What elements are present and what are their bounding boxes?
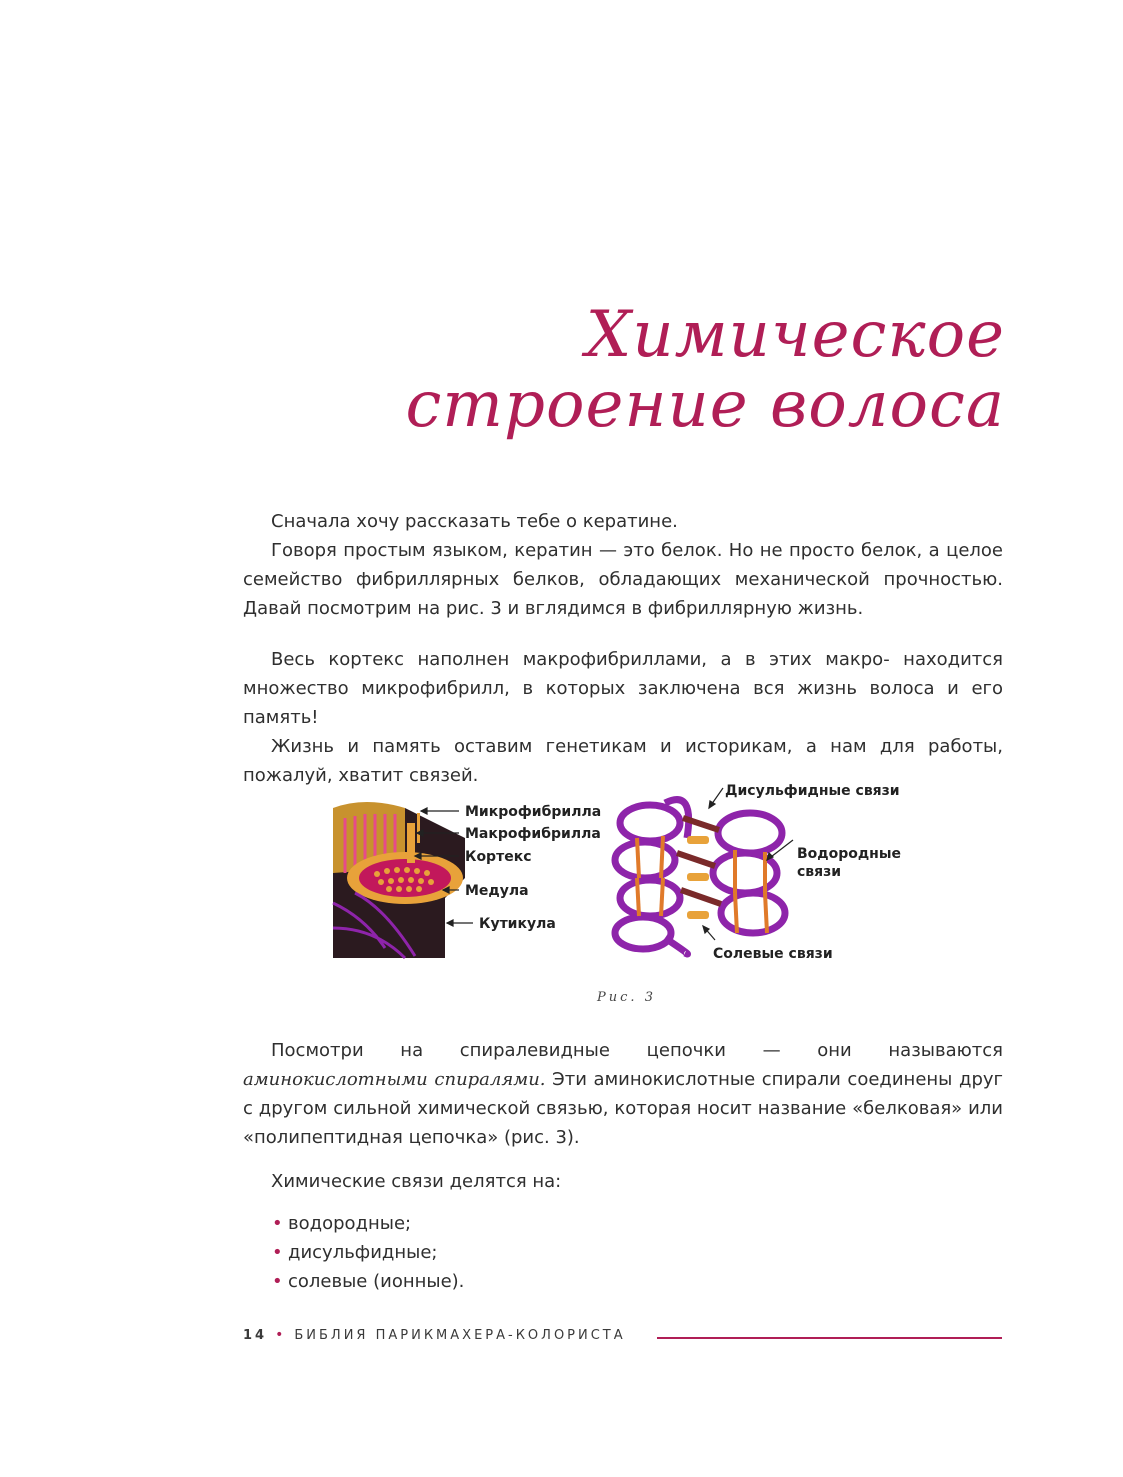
label-microfibril: Микрофибрилла <box>465 804 602 820</box>
bullet-dot-icon: • <box>272 1242 283 1263</box>
cortex-paragraph-1: Весь кортекс наполнен макрофибриллами, а в этих макро- находится множество микрофибрилл, в которых заключена вся жизнь волоса и его память! <box>243 649 1003 728</box>
list-item <box>272 1238 464 1267</box>
bonds-intro-section <box>243 1167 1003 1196</box>
spirals-section <box>243 1036 1003 1152</box>
list-item <box>272 1267 464 1296</box>
page-footer <box>243 1327 626 1343</box>
intro-section <box>243 507 1003 623</box>
spirals-term-italic: аминокислотными спиралями. <box>243 1069 546 1090</box>
figure-caption: Рис. 3 <box>597 990 656 1005</box>
intro-paragraph-1: Сначала хочу рассказать тебе о кератине. <box>271 511 678 532</box>
page-title <box>405 300 1005 440</box>
bullet-dot-icon: • <box>272 1213 283 1234</box>
book-title: БИБЛИЯ ПАРИКМАХЕРА-КОЛОРИСТА <box>294 1327 626 1343</box>
title-line-2: строение волоса <box>405 368 1005 442</box>
bonds-intro-text: Химические связи делятся на: <box>271 1171 562 1192</box>
list-item-text: водородные; <box>288 1213 412 1234</box>
spirals-text-before: Посмотри на спиралевидные цепочки — они называются <box>271 1040 1003 1061</box>
intro-paragraph-2: Говоря простым языком, кератин — это белок. Но не просто белок, а целое семейство фибриллярных белков, обладающих механической прочностью. Давай посмотрим на рис. 3 и вглядимся в фибриллярную жизнь. <box>243 540 1003 619</box>
spirals-paragraph <box>243 1036 1003 1152</box>
figure-hair-structure <box>325 778 925 968</box>
label-hydrogen-bonds-line-2: связи <box>797 864 842 880</box>
label-salt-bonds: Солевые связи <box>713 946 833 962</box>
cortex-section <box>243 645 1003 790</box>
hair-cross-section-illustration <box>333 802 465 958</box>
list-item <box>272 1209 464 1238</box>
label-hydrogen-bonds-line-1: Водородные <box>797 846 901 862</box>
label-disulfide-bonds: Дисульфидные связи <box>725 783 900 799</box>
page-number: 14 <box>243 1327 268 1343</box>
label-cuticle: Кутикула <box>479 916 556 932</box>
footer-dot-icon: • <box>275 1327 287 1343</box>
figure-svg <box>325 778 925 968</box>
bond-types-list <box>272 1209 464 1296</box>
label-medulla: Медула <box>465 883 529 899</box>
spirals-text-after: Эти аминокислотные спирали соединены друг с другом сильной химической связью, которая носит название «белковая» или «полипептидная цепочка» (рис. 3). <box>243 1069 1003 1148</box>
list-item-text: солевые (ионные). <box>288 1271 465 1292</box>
label-cortex: Кортекс <box>465 849 532 865</box>
list-item-text: дисульфидные; <box>288 1242 438 1263</box>
salt-bonds <box>687 836 709 919</box>
label-macrofibril: Макрофибрилла <box>465 826 601 842</box>
cortex-paragraph-2: Жизнь и память оставим генетикам и историкам, а нам для работы, пожалуй, хватит связей. <box>243 736 1003 786</box>
footer-divider-line <box>657 1337 1002 1339</box>
title-line-1: Химическое <box>585 298 1005 372</box>
bullet-dot-icon: • <box>272 1271 283 1292</box>
